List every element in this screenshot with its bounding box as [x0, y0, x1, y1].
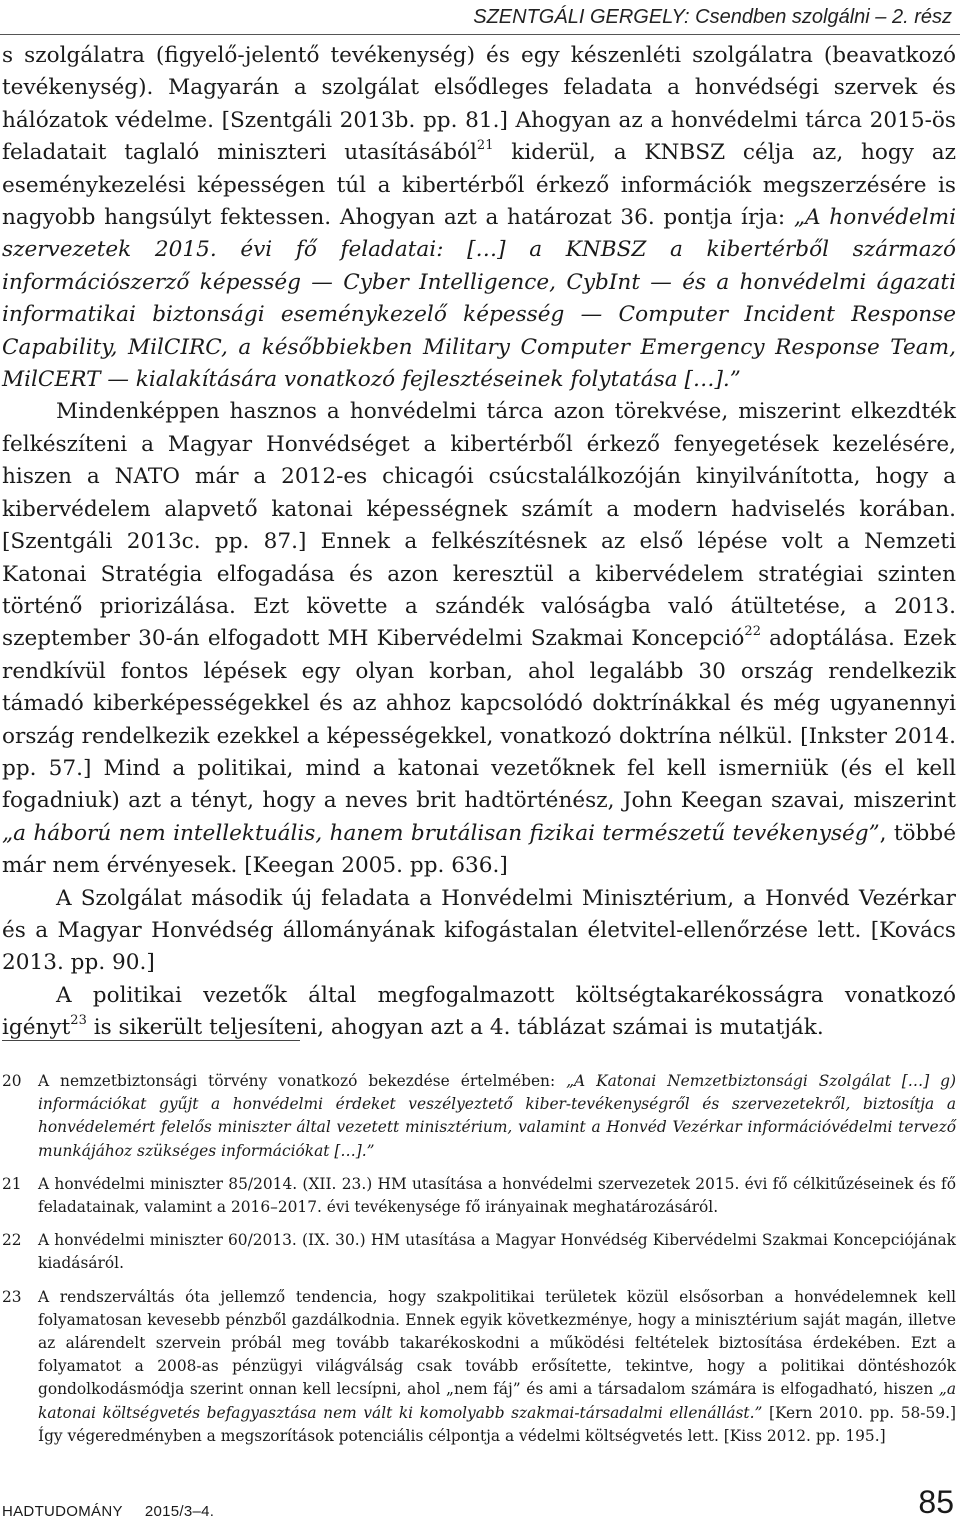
footnote-text: A honvédelmi miniszter 60/2013. (IX. 30.) HM utasítása a Magyar Honvédség Kibervédelmi Szakmai Koncepciójának kiadásáról.	[38, 1231, 956, 1273]
fn23-text-b: [Kern 2010. pp. 58-59.] Így végeredményben a megszorítások potenciális célpontja a védelmi költségvetés lett. [Kiss 2012. pp. 195.]	[38, 1403, 956, 1445]
journal-name: HADTUDOMÁNY	[2, 1503, 123, 1520]
p1-quote: „A honvédelmi szervezetek 2015. évi fő feladatai: […] a KNBSZ a kibertérből származó információszerző képesség — Cyber Intelligence, CybInt — és a honvédelmi ágazati informatikai biztonsági eseménykezelő képesség — Computer Incident Response Capability, MilCIRC, a későbbiekben Military Computer Emergency Response Team, MilCERT — kialakítására vonatkozó fejlesztéseinek folytatása […].”	[2, 205, 956, 393]
fn23-quote: „a katonai költségvetés befagyasztása nem vált ki komolyabb szakmai-társadalmi ellenállást.”	[38, 1380, 956, 1422]
footnote-ref-22[interactable]: 22	[744, 624, 761, 640]
footer-journal	[2, 1503, 214, 1520]
footnote-number: 22	[2, 1231, 22, 1250]
fn20-quote: „A Katonai Nemzetbiztonsági Szolgálat […] g) információkat gyűjt a honvédelmi érdeket veszélyeztető kiber-tevékenységről és szervezetekről, biztosítja a honvédelemért felelős miniszter által vezetett minisztérium, valamint a Honvéd Vezérkar információvédelmi tervező munkájához szükséges információkat […].”	[38, 1072, 956, 1160]
issue-number: 2015/3–4.	[144, 1503, 215, 1520]
footnote-text	[38, 1070, 956, 1163]
footnote-22	[2, 1229, 956, 1275]
footnote-text: A honvédelmi miniszter 85/2014. (XII. 23.) HM utasítása a honvédelmi szervezetek 2015. évi fő célkitűzéseinek és fő feladatainak, valamint a 2016–2017. évi tevékenysége fő irányainak meghatározásáról.	[38, 1174, 956, 1217]
footnote-ref-23[interactable]: 23	[70, 1013, 87, 1029]
footnote-number: 20	[2, 1072, 22, 1090]
p4-text-b: is sikerült teljesíteni, ahogyan azt a 4. táblázat számai is mutatják.	[86, 1015, 824, 1041]
footnote-number: 21	[2, 1174, 22, 1193]
fn20-text: A nemzetbiztonsági törvény vonatkozó bekezdése értelmében:	[38, 1072, 567, 1090]
p2-text-b: adoptálása. Ezek rendkívül fontos lépések egy olyan korban, ahol legalább 30 ország rendelkezik támadó kiberképességekkel és az ahhoz kapcsolódó doktrínákkal és még ugyanennyi ország rendelkezik ezekkel a képességekkel, vonatkozó doktrína nélkül. [Inkster 2014. pp. 57.] Mind a politikai, mind a katonai vezetőknek fel kell ismerniük (és el kell fogadniuk) azt a tényt, hogy a neves brit hadtörténész, John Keegan szavai, miszerint	[2, 626, 957, 814]
page-number: 85	[918, 1484, 954, 1520]
fn23-text-a: A rendszerváltás óta jellemző tendencia, hogy szakpolitikai területek közül elsősorban a honvédelemnek kell folyamatosan kevesebb pénzből gazdálkodnia. Ennek egyik következménye, hogy a minisztérium saját magán, illetve az alárendelt szervein próbál meg tovább takarékoskodni a működési feltételek biztosítása érdekében. Ezt a folyamatot a 2008-as pénzügyi világválság csak tovább erősítette, tekintve, hogy a politikai döntéshozók gondolkodásmódja szerint onnan kell lecsípni, ahol „nem fáj” és ami a társadalom számára is elfogadható, hiszen	[38, 1287, 956, 1399]
paragraph-3: A Szolgálat második új feladata a Honvédelmi Minisztérium, a Honvéd Vezérkar és a Magyar Honvédség állományának kifogástalan életvitel-ellenőrzése lett. [Kovács 2013. pp. 90.]	[2, 885, 956, 976]
paragraph-1	[2, 40, 956, 396]
footnote-separator	[2, 1040, 300, 1041]
footnote-20	[2, 1070, 956, 1163]
p2-text-a: Mindenképpen hasznos a honvédelmi tárca azon törekvése, miszerint elkezdték felkészíteni a Magyar Honvédséget a kibertérből érkező fenyegetések kezelésére, hiszen a NATO már a 2012-es chicagói csúcstalálkozóján kinyilvánította, hogy a kibervédelem alapvető katonai képességnek számít a modern hadviselés korában. [Szentgáli 2013c. pp. 87.] Ennek a felkészítésnek az első lépése volt a Nemzeti Katonai Stratégia elfogadása és azon keresztül a kibervédelem stratégiai szinten történő priorizálása. Ezt követte a szándék valóságba való átültetése, a 2013. szeptember 30-án elfogadott MH Kibervédelmi Szakmai Koncepció	[2, 399, 956, 652]
p1-text-b: kiderül, a KNBSZ célja az, hogy az eseménykezelési képességen túl a kibertérből érkező információk megszerzésére is nagyobb hangsúlyt fektessen. Ahogyan azt a határozat 36. pontja írja:	[2, 140, 956, 231]
footnote-number: 23	[2, 1287, 22, 1306]
footnote-ref-21[interactable]: 21	[476, 138, 494, 154]
paragraph-4	[2, 980, 956, 1045]
paragraph-2	[2, 396, 956, 882]
p4-text-a: A politikai vezetők által megfogalmazott költségtakarékosságra vonatkozó igényt	[2, 982, 956, 1041]
footnote-text	[38, 1286, 956, 1448]
running-header: SZENTGÁLI GERGELY: Csendben szolgálni – 2. rész	[473, 6, 952, 28]
p2-quote: „a háború nem intellektuális, hanem brutálisan fizikai természetű tevékenység”	[2, 820, 880, 846]
p1-text-a: s szolgálatra (figyelő-jelentő tevékenység) és egy készenléti szolgálatra (beavatkozó tevékenység). Magyarán a szolgálat elsődleges feladata a honvédségi szervek és hálózatok védelme. [Szentgáli 2013b. pp. 81.] Ahogyan az a honvédelmi tárca 2015-ös feladatait taglaló miniszteri utasításából	[2, 43, 956, 166]
footnotes	[2, 1070, 956, 1458]
footnote-23	[2, 1286, 956, 1448]
p2-text-c: , többé már nem érvényesek. [Keegan 2005. pp. 636.]	[2, 820, 956, 879]
footnote-21	[2, 1173, 956, 1219]
body-text	[2, 40, 956, 1045]
header-rule	[0, 34, 960, 35]
